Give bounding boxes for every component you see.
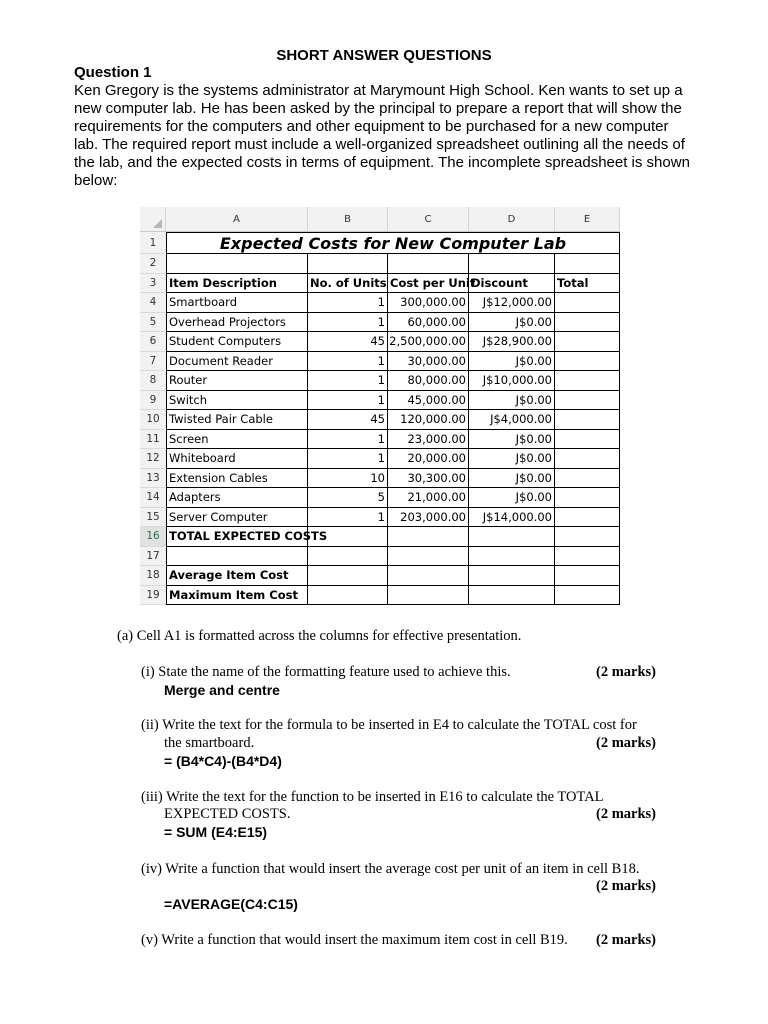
- cost-cell[interactable]: 20,000.00: [388, 449, 469, 469]
- sheet-data-rows: [140, 293, 620, 527]
- question-ii-text-line2: the smartboard.: [164, 735, 255, 751]
- question-iv-text: (iv) Write a function that would insert the average cost per unit of an item in cell B18.: [141, 861, 640, 877]
- cost-cell[interactable]: 60,000.00: [388, 313, 469, 333]
- cost-cell[interactable]: 2,500,000.00: [388, 332, 469, 352]
- cell[interactable]: [469, 566, 555, 586]
- question-iii-marks: (2 marks): [596, 806, 657, 822]
- total-cell[interactable]: [555, 430, 620, 450]
- cell[interactable]: [388, 586, 469, 606]
- sheet-data-row: [140, 410, 620, 430]
- item-cell[interactable]: Smartboard: [166, 293, 308, 313]
- row-number[interactable]: 4: [140, 293, 166, 313]
- sheet-data-row: [140, 391, 620, 411]
- cell[interactable]: [469, 527, 555, 547]
- units-cell[interactable]: 1: [308, 449, 388, 469]
- intro-paragraph: [74, 82, 694, 190]
- total-cell[interactable]: [555, 352, 620, 372]
- average-label-cell[interactable]: Average Item Cost: [166, 566, 308, 586]
- question-ii-marks: (2 marks): [596, 735, 657, 751]
- total-cell[interactable]: [555, 332, 620, 352]
- units-cell[interactable]: 45: [308, 332, 388, 352]
- cost-cell[interactable]: 120,000.00: [388, 410, 469, 430]
- cell[interactable]: [555, 547, 620, 567]
- units-cell[interactable]: 5: [308, 488, 388, 508]
- units-cell[interactable]: 1: [308, 371, 388, 391]
- sheet-data-row: [140, 430, 620, 450]
- question-i-marks: (2 marks): [596, 664, 657, 680]
- sheet-data-row: [140, 371, 620, 391]
- cell[interactable]: [388, 547, 469, 567]
- column-header-c[interactable]: C: [388, 207, 469, 231]
- row-number[interactable]: 18: [140, 566, 166, 586]
- column-header-b[interactable]: B: [308, 207, 388, 231]
- discount-cell[interactable]: J$0.00: [469, 391, 555, 411]
- units-cell[interactable]: 1: [308, 391, 388, 411]
- cell[interactable]: [555, 254, 620, 274]
- item-cell[interactable]: Student Computers: [166, 332, 308, 352]
- discount-cell[interactable]: J$28,900.00: [469, 332, 555, 352]
- discount-cell[interactable]: J$12,000.00: [469, 293, 555, 313]
- row-number[interactable]: 9: [140, 391, 166, 411]
- sheet-header-row: [140, 274, 620, 294]
- total-cell[interactable]: [555, 469, 620, 489]
- question-iv-marks: (2 marks): [596, 878, 657, 894]
- total-cell[interactable]: [555, 508, 620, 528]
- average-value-cell[interactable]: [308, 566, 388, 586]
- units-cell[interactable]: 1: [308, 430, 388, 450]
- question-v-text: (v) Write a function that would insert the maximum item cost in cell B19.: [141, 932, 568, 948]
- header-units[interactable]: No. of Units: [308, 274, 388, 294]
- row-number[interactable]: 7: [140, 352, 166, 372]
- discount-cell[interactable]: J$0.00: [469, 488, 555, 508]
- sheet-data-row: [140, 332, 620, 352]
- cost-cell[interactable]: 300,000.00: [388, 293, 469, 313]
- select-all-corner[interactable]: [140, 207, 166, 231]
- sheet-data-row: [140, 352, 620, 372]
- column-header-row: [140, 207, 620, 232]
- column-header-a[interactable]: A: [166, 207, 308, 231]
- units-cell[interactable]: 1: [308, 352, 388, 372]
- discount-cell[interactable]: J$0.00: [469, 352, 555, 372]
- cell[interactable]: [308, 254, 388, 274]
- sheet-data-row: [140, 488, 620, 508]
- sheet-row-2: [140, 254, 620, 274]
- cost-cell[interactable]: 21,000.00: [388, 488, 469, 508]
- discount-cell[interactable]: J$0.00: [469, 430, 555, 450]
- page-heading: SHORT ANSWER QUESTIONS: [276, 47, 492, 64]
- units-cell[interactable]: 1: [308, 293, 388, 313]
- discount-cell[interactable]: J$14,000.00: [469, 508, 555, 528]
- row-number[interactable]: 12: [140, 449, 166, 469]
- item-cell[interactable]: Whiteboard: [166, 449, 308, 469]
- sheet-data-row: [140, 449, 620, 469]
- total-value-cell[interactable]: [555, 527, 620, 547]
- total-cell[interactable]: [555, 371, 620, 391]
- sheet-row-18: [140, 566, 620, 586]
- item-cell[interactable]: Screen: [166, 430, 308, 450]
- question-iii-text-line2: EXPECTED COSTS.: [164, 806, 291, 822]
- question-a-text: (a) Cell A1 is formatted across the columns for effective presentation.: [117, 628, 522, 644]
- cost-cell[interactable]: 203,000.00: [388, 508, 469, 528]
- item-cell[interactable]: Server Computer: [166, 508, 308, 528]
- total-cell[interactable]: [555, 410, 620, 430]
- answer-i: Merge and centre: [164, 682, 280, 698]
- cost-cell[interactable]: 23,000.00: [388, 430, 469, 450]
- cost-cell[interactable]: 30,300.00: [388, 469, 469, 489]
- cell[interactable]: [469, 254, 555, 274]
- question-v-marks: (2 marks): [596, 932, 657, 948]
- maximum-value-cell[interactable]: [308, 586, 388, 606]
- cell[interactable]: [469, 547, 555, 567]
- item-cell[interactable]: Extension Cables: [166, 469, 308, 489]
- item-cell[interactable]: Overhead Projectors: [166, 313, 308, 333]
- row-number[interactable]: 13: [140, 469, 166, 489]
- discount-cell[interactable]: J$10,000.00: [469, 371, 555, 391]
- total-cell[interactable]: [555, 391, 620, 411]
- sheet-data-row: [140, 508, 620, 528]
- sheet-row-1: [140, 232, 620, 254]
- discount-cell[interactable]: J$4,000.00: [469, 410, 555, 430]
- cell[interactable]: [388, 566, 469, 586]
- sheet-data-row: [140, 469, 620, 489]
- row-number[interactable]: 6: [140, 332, 166, 352]
- row-number[interactable]: 1: [140, 232, 166, 254]
- question-iii-text-line1: (iii) Write the text for the function to be inserted in E16 to calculate the TOTAL: [141, 789, 604, 805]
- cost-cell[interactable]: 80,000.00: [388, 371, 469, 391]
- row-number[interactable]: 19: [140, 586, 166, 606]
- sheet-data-row: [140, 313, 620, 333]
- spreadsheet: [140, 207, 620, 605]
- question-i-text: (i) State the name of the formatting feature used to achieve this.: [141, 664, 511, 680]
- item-cell[interactable]: Twisted Pair Cable: [166, 410, 308, 430]
- cell[interactable]: [166, 254, 308, 274]
- row-number[interactable]: 15: [140, 508, 166, 528]
- row-number[interactable]: 8: [140, 371, 166, 391]
- units-cell[interactable]: 1: [308, 313, 388, 333]
- discount-cell[interactable]: J$0.00: [469, 449, 555, 469]
- row-number[interactable]: 5: [140, 313, 166, 333]
- intro-text: Ken Gregory is the systems administrator at Marymount High School. Ken wants to set up a new computer lab. He has been asked by the principal to prepare a report that will show the requirements for the computers and other equipment to be purchased for a new computer lab. The required report must include a well-organized spreadsheet outlining all the needs of the lab, and the expected costs in terms of equipment. The incomplete spreadsheet is shown below:: [74, 82, 690, 189]
- cell[interactable]: [308, 547, 388, 567]
- units-cell[interactable]: 10: [308, 469, 388, 489]
- total-cell[interactable]: [555, 293, 620, 313]
- maximum-label-cell[interactable]: Maximum Item Cost: [166, 586, 308, 606]
- cell[interactable]: [388, 254, 469, 274]
- row-number[interactable]: 14: [140, 488, 166, 508]
- answer-ii: = (B4*C4)-(B4*D4): [164, 753, 282, 769]
- sheet-row-16: [140, 527, 620, 547]
- units-cell[interactable]: 1: [308, 508, 388, 528]
- total-cell[interactable]: [555, 488, 620, 508]
- cell[interactable]: [166, 547, 308, 567]
- sheet-row-19: [140, 586, 620, 606]
- row-number[interactable]: 11: [140, 430, 166, 450]
- discount-cell[interactable]: J$0.00: [469, 313, 555, 333]
- answer-iii: = SUM (E4:E15): [164, 824, 268, 840]
- cell[interactable]: [555, 566, 620, 586]
- total-label-cell[interactable]: TOTAL EXPECTED COSTS: [166, 527, 308, 547]
- cost-cell[interactable]: 30,000.00: [388, 352, 469, 372]
- question-title: Question 1: [74, 64, 152, 81]
- units-cell[interactable]: 45: [308, 410, 388, 430]
- sheet-row-17: [140, 547, 620, 567]
- answer-iv: =AVERAGE(C4:C15): [164, 896, 298, 912]
- row-number[interactable]: 17: [140, 547, 166, 567]
- cell[interactable]: [555, 586, 620, 606]
- header-cost[interactable]: Cost per Unit: [388, 274, 469, 294]
- total-cell[interactable]: [555, 449, 620, 469]
- sheet-data-row: [140, 293, 620, 313]
- header-total[interactable]: Total: [555, 274, 620, 294]
- question-ii-text-line1: (ii) Write the text for the formula to be inserted in E4 to calculate the TOTAL cost for: [141, 717, 637, 733]
- column-header-d[interactable]: D: [469, 207, 555, 231]
- row-number[interactable]: 10: [140, 410, 166, 430]
- row-number[interactable]: 2: [140, 254, 166, 274]
- discount-cell[interactable]: J$0.00: [469, 469, 555, 489]
- cost-cell[interactable]: 45,000.00: [388, 391, 469, 411]
- item-cell[interactable]: Router: [166, 371, 308, 391]
- header-discount[interactable]: Discount: [469, 274, 555, 294]
- cell[interactable]: [469, 586, 555, 606]
- cell[interactable]: [308, 527, 388, 547]
- cell[interactable]: [388, 527, 469, 547]
- sheet-title-cell[interactable]: Expected Costs for New Computer Lab: [166, 232, 620, 254]
- column-header-e[interactable]: E: [555, 207, 620, 231]
- item-cell[interactable]: Switch: [166, 391, 308, 411]
- item-cell[interactable]: Document Reader: [166, 352, 308, 372]
- total-cell[interactable]: [555, 313, 620, 333]
- row-number[interactable]: 16: [140, 527, 166, 547]
- header-item-description[interactable]: Item Description: [166, 274, 308, 294]
- item-cell[interactable]: Adapters: [166, 488, 308, 508]
- row-number[interactable]: 3: [140, 274, 166, 294]
